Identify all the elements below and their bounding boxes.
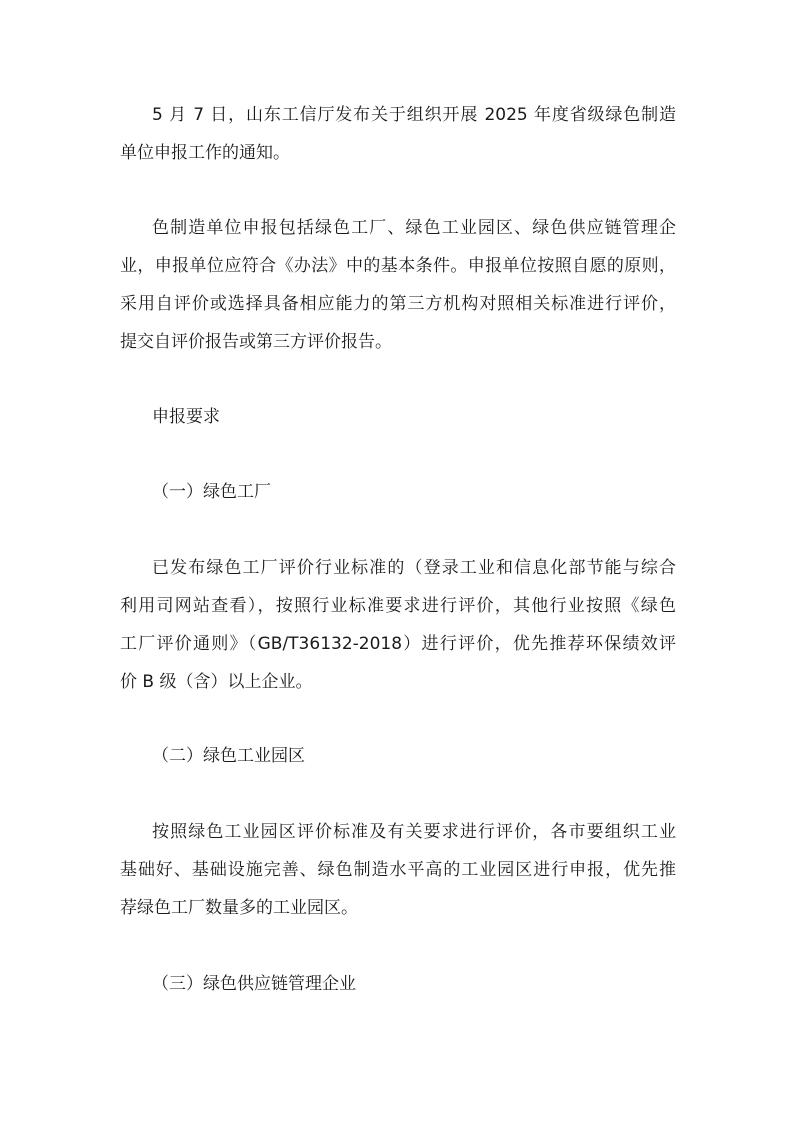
section-2-line-1: 按照绿色工业园区评价标准及有关要求进行评价，各市要组织工业 <box>152 822 676 842</box>
scope-line-3: 采用自评价或选择具备相应能力的第三方机构对照相关标准进行评价， <box>120 294 676 314</box>
requirements-heading: 申报要求 <box>152 407 220 427</box>
section-1-heading: （一）绿色工厂 <box>152 482 271 502</box>
section-2-line-3: 荐绿色工厂数量多的工业园区。 <box>120 898 358 918</box>
section-3-heading: （三）绿色供应链管理企业 <box>152 974 356 994</box>
section-1-line-2: 利用司网站查看），按照行业标准要求进行评价，其他行业按照《绿色 <box>120 596 676 616</box>
intro-line-1: 5 月 7 日，山东工信厅发布关于组织开展 2025 年度省级绿色制造 <box>152 105 676 125</box>
section-1-line-1: 已发布绿色工厂评价行业标准的（登录工业和信息化部节能与综合 <box>152 558 676 578</box>
intro-line-2: 单位申报工作的通知。 <box>120 143 290 163</box>
section-1-line-4: 价 B 级（含）以上企业。 <box>120 672 313 692</box>
scope-line-4: 提交自评价报告或第三方评价报告。 <box>120 332 392 352</box>
section-2-line-2: 基础好、基础设施完善、绿色制造水平高的工业园区进行申报，优先推 <box>120 860 676 880</box>
section-1-line-3: 工厂评价通则》（GB/T36132-2018）进行评价，优先推荐环保绩效评 <box>120 634 676 654</box>
scope-line-1: 色制造单位申报包括绿色工厂、绿色工业园区、绿色供应链管理企 <box>152 218 676 238</box>
section-2-heading: （二）绿色工业园区 <box>152 746 305 766</box>
scope-line-2: 业，申报单位应符合《办法》中的基本条件。申报单位按照自愿的原则， <box>120 256 676 276</box>
